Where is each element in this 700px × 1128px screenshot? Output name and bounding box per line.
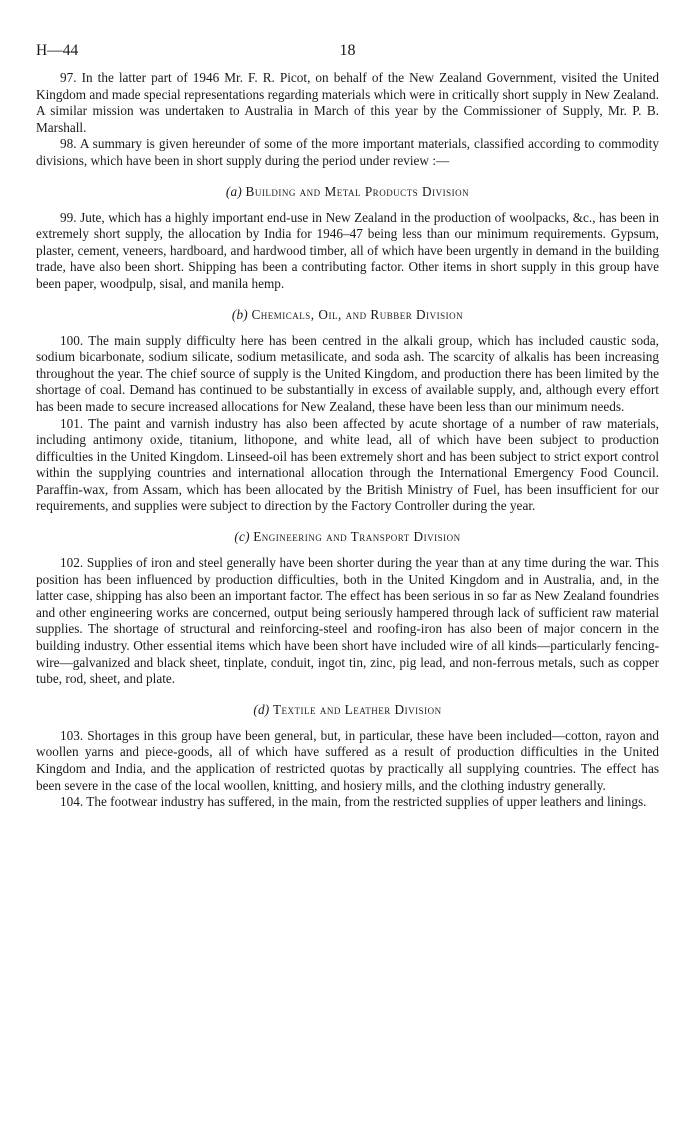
document-reference: H—44 (36, 42, 79, 59)
section-letter: (b) (231, 306, 248, 322)
section-engineering-transport (36, 529, 659, 688)
section-heading (36, 702, 659, 718)
page-header (36, 42, 659, 70)
section-letter: (d) (253, 701, 270, 717)
section-title: Chemicals, Oil, and Rubber Division (251, 306, 464, 322)
section-letter: (c) (234, 529, 250, 545)
intro-section (36, 70, 659, 170)
section-textile-leather (36, 702, 659, 811)
paragraph-104: 104. The footwear industry has suffered, in the main, from the restricted supplies of upper leathers and linings. (60, 794, 647, 810)
document-page (36, 42, 659, 811)
paragraph-103: 103. Shortages in this group have been general, but, in particular, these have been included—cotton, rayon and woollen yarns and piece-goods, all of which have suffered as a result of production difficulties in the United Kingdom and India, and the application of restricted quotas by practically all supplying countries. The effect has been severe in the case of the local woollen, knitting, and hosiery mills, and the clothing industry generally. (36, 727, 659, 793)
section-heading (36, 307, 659, 323)
section-title: Building and Metal Products Division (245, 183, 470, 199)
paragraph-98: 98. A summary is given hereunder of some of the more important materials, classified according to commodity divisions, which have been in short supply during the period under review :— (36, 136, 659, 168)
paragraph-102: 102. Supplies of iron and steel generally have been shorter during the year than at any time during the war. This position has been influenced by production difficulties, both in the United Kingdom and in Australia, and, in the latter case, shipping has also been an important factor. The effect has been serious in so far as New Zealand foundries and other engineering works are concerned, output being seriously hampered through lack of sufficient raw material supplies. The shortage of structural and reinforcing-steel and roofing-iron has also been of major concern in the building industry. Other essential items which have been short have included wire of all kinds—particularly fencing-wire—galvanized and black sheet, tinplate, conduit, ingot tin, zinc, pig lead, and non-ferrous metals, such as copper tube, rod, sheet, and plate. (36, 555, 659, 687)
paragraph-99: 99. Jute, which has a highly important end-use in New Zealand in the production of woolpacks, &c., has been in extremely short supply, the allocation by India for 1946–47 being less than our minimum requirements. Gypsum, plaster, cement, veneers, hardboard, and hardwood timber, all of which have been urgently in demand in the building trade, have also been short. Shipping has been a contributing factor. Other items in short supply in this group have been paper, woodpulp, sisal, and manila hemp. (36, 209, 659, 291)
page-number: 18 (339, 42, 356, 59)
section-heading (36, 529, 659, 545)
paragraph-100: 100. The main supply difficulty here has been centred in the alkali group, which has included caustic soda, sodium bicarbonate, sodium silicate, sodium metasilicate, and soda ash. The scarcity of alkalis has been increasing throughout the year. The chief source of supply is the United Kingdom, and production there has been limited by the shortage of coal. Demand has continued to be substantially in excess of available supply, and, although every effort has been made to secure increased allocations for New Zealand, these have been less than our minimum needs. (36, 332, 659, 414)
paragraph-97: 97. In the latter part of 1946 Mr. F. R. Picot, on behalf of the New Zealand Government, visited the United Kingdom and made special representations regarding materials which were in critically short supply in New Zealand. A similar mission was undertaken to Australia in March of this year by the Commissioner of Supply, Mr. P. B. Marshall. (36, 70, 659, 135)
section-chemicals-oil-rubber (36, 307, 659, 516)
section-letter: (a) (225, 183, 242, 199)
section-heading (36, 184, 659, 200)
section-title: Textile and Leather Division (272, 701, 442, 717)
section-title: Engineering and Transport Division (253, 529, 461, 545)
section-building-metal (36, 184, 659, 293)
paragraph-101: 101. The paint and varnish industry has also been affected by acute shortage of a number of raw materials, including antimony oxide, titanium, lithopone, and white lead, all of which have been subject to production difficulties in the United Kingdom. Linseed-oil has been extremely short and has been subject to strict export control within the supplying countries and international allocation through the International Emergency Food Council. Paraffin-wax, from Assam, which has been allocated by the British Ministry of Fuel, has been insufficient for our requirements, and supplies were subject to direction by the Factory Controller during the year. (36, 415, 659, 514)
